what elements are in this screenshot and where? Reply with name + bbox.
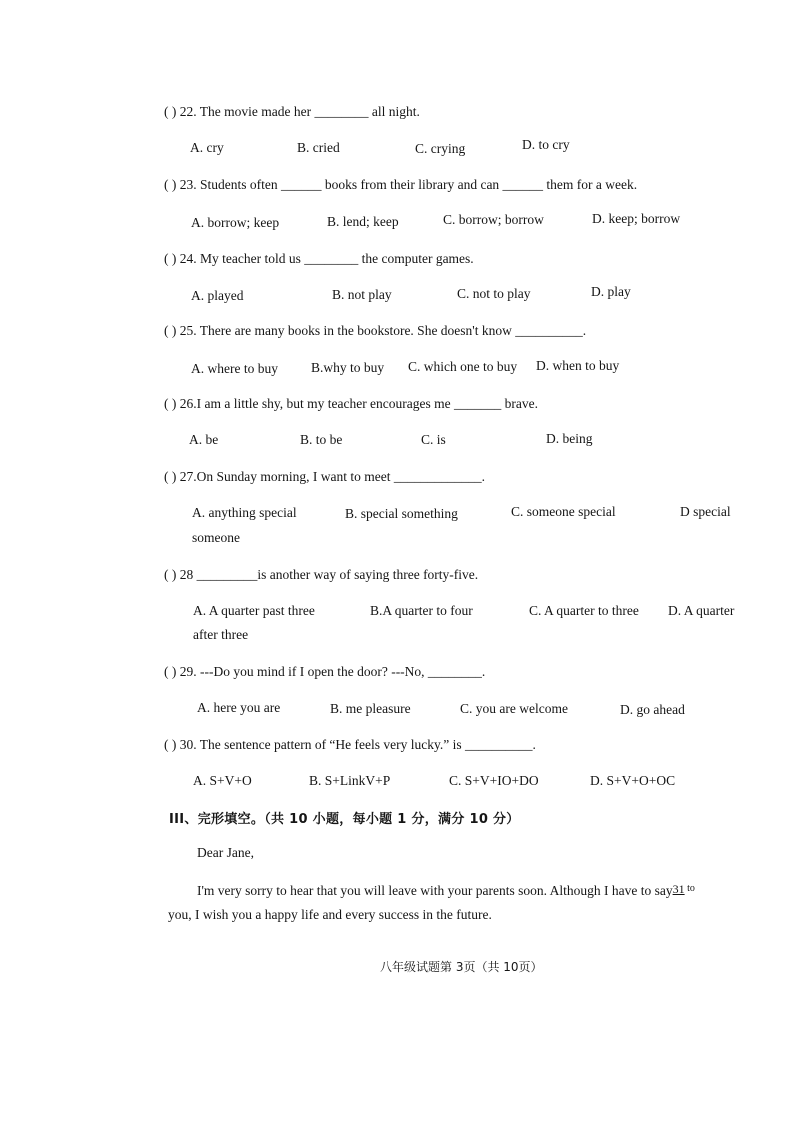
question-24-option-c: C. not to play bbox=[457, 286, 531, 301]
question-27-option-a: A. anything special bbox=[192, 505, 297, 520]
question-26-option-d: D. being bbox=[546, 431, 593, 446]
question-27-option-d-wrap: someone bbox=[192, 530, 240, 545]
question-29-stem: ( ) 29. ---Do you mind if I open the door? ---No, ________. bbox=[164, 664, 486, 679]
question-30-stem: ( ) 30. The sentence pattern of “He feels very lucky.” is __________. bbox=[164, 737, 536, 752]
question-28-option-d-wrap: after three bbox=[193, 627, 249, 642]
question-24-stem: ( ) 24. My teacher told us ________ the computer games. bbox=[164, 251, 474, 266]
page-footer: 八年级试题第 3页（共 10页） bbox=[380, 960, 543, 974]
question-24-option-b: B. not play bbox=[332, 287, 392, 302]
question-28-option-d: D. A quarter bbox=[668, 603, 735, 618]
question-25-option-a: A. where to buy bbox=[191, 361, 278, 376]
question-26-stem: ( ) 26.I am a little shy, but my teacher encourages me _______ brave. bbox=[164, 396, 538, 411]
question-25-option-b: B.why to buy bbox=[311, 360, 385, 375]
letter-line-2: you, I wish you a happy life and every success in the future. bbox=[168, 907, 492, 922]
question-28-stem: ( ) 28 _________is another way of saying three forty-five. bbox=[164, 567, 479, 582]
question-28-option-b: B.A quarter to four bbox=[370, 603, 473, 618]
question-23-option-b: B. lend; keep bbox=[327, 214, 399, 229]
question-23-option-c: C. borrow; borrow bbox=[443, 212, 544, 227]
question-23-stem: ( ) 23. Students often ______ books from their library and can ______ them for a week. bbox=[164, 177, 638, 192]
blank-31: 31 bbox=[672, 882, 685, 896]
question-29-option-b: B. me pleasure bbox=[330, 701, 411, 716]
section-heading: III、完形填空。（共 10 小题，每小题 1 分，满分 10 分） bbox=[169, 812, 520, 827]
question-29-option-d: D. go ahead bbox=[620, 702, 685, 717]
question-30-option-b: B. S+LinkV+P bbox=[309, 773, 391, 788]
question-29-option-a: A. here you are bbox=[197, 700, 281, 715]
question-23-option-a: A. borrow; keep bbox=[191, 215, 280, 230]
question-22-option-d: D. to cry bbox=[522, 137, 570, 152]
question-29-option-c: C. you are welcome bbox=[460, 701, 568, 716]
question-24-option-a: A. played bbox=[191, 288, 244, 303]
letter-line-1-text: I'm very sorry to hear that you will leave with your parents soon. Although I have to say bbox=[197, 883, 673, 898]
question-25-option-d: D. when to buy bbox=[536, 358, 620, 373]
question-24-option-d: D. play bbox=[591, 284, 631, 299]
question-22-stem: ( ) 22. The movie made her ________ all night. bbox=[164, 104, 420, 119]
question-22-option-b: B. cried bbox=[297, 140, 340, 155]
question-30-option-c: C. S+V+IO+DO bbox=[449, 773, 539, 788]
question-28-option-c: C. A quarter to three bbox=[529, 603, 639, 618]
question-25-option-c: C. which one to buy bbox=[408, 359, 518, 374]
question-27-option-c: C. someone special bbox=[511, 504, 616, 519]
question-27-stem: ( ) 27.On Sunday morning, I want to meet _____________. bbox=[164, 469, 485, 484]
question-28-option-a: A. A quarter past three bbox=[193, 603, 315, 618]
letter-line-1-end: to bbox=[684, 883, 695, 894]
question-27-option-b: B. special something bbox=[345, 506, 458, 521]
question-22-option-a: A. cry bbox=[190, 140, 224, 155]
letter-line-1 bbox=[197, 882, 695, 899]
question-22-option-c: C. crying bbox=[415, 141, 466, 156]
question-30-option-a: A. S+V+O bbox=[193, 773, 252, 788]
letter-salutation: Dear Jane, bbox=[197, 845, 254, 860]
question-26-option-c: C. is bbox=[421, 432, 446, 447]
question-26-option-b: B. to be bbox=[300, 432, 343, 447]
question-23-option-d: D. keep; borrow bbox=[592, 211, 681, 226]
question-27-option-d: D special bbox=[680, 504, 731, 519]
question-26-option-a: A. be bbox=[189, 432, 219, 447]
question-30-option-d: D. S+V+O+OC bbox=[590, 773, 676, 788]
question-25-stem: ( ) 25. There are many books in the bookstore. She doesn't know __________. bbox=[164, 323, 587, 338]
